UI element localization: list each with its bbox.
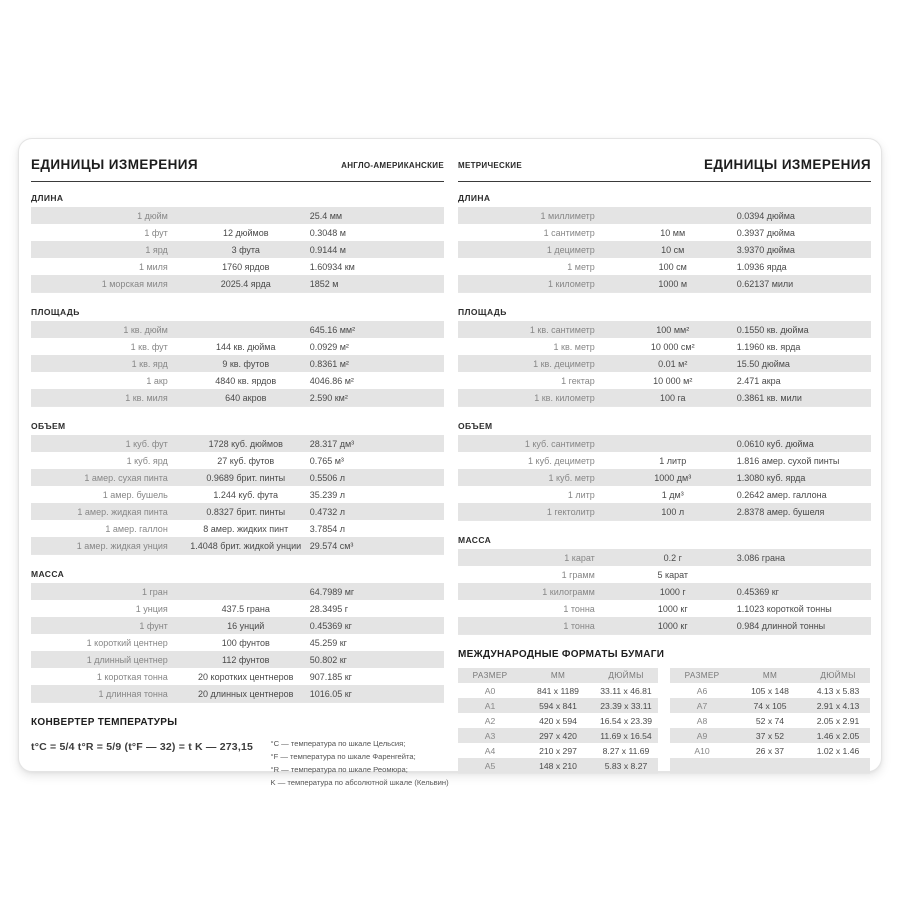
section-area [31, 307, 444, 407]
table-cell: 1 гектар [561, 375, 595, 386]
table-cell: A5 [484, 760, 496, 771]
table-cell: 1 кв. километр [534, 392, 595, 403]
table-row [31, 651, 444, 668]
table-cell: 1 кв. метр [553, 341, 595, 352]
table-cell: 10 см [661, 244, 685, 255]
table-row [458, 355, 871, 372]
area-table-metric [458, 321, 871, 407]
table-cell: 1.02 x 1.46 [816, 745, 860, 756]
area-table [31, 321, 444, 407]
table-cell: 1016.05 кг [309, 688, 352, 699]
table-cell: 1 миля [138, 261, 168, 272]
table-row [31, 321, 444, 338]
section-volume-metric [458, 421, 871, 521]
table-cell: 1 куб. метр [548, 472, 595, 483]
table-cell: 1 килограмм [542, 586, 595, 597]
table-cell: 1.816 амер. сухой пинты [736, 455, 840, 466]
table-cell: 0.9144 м [309, 244, 346, 255]
table-cell: 1 длинный центнер [86, 654, 168, 665]
table-cell: A4 [484, 745, 496, 756]
table-cell: 10 000 см² [650, 341, 695, 352]
table-cell: 2.05 x 2.91 [816, 715, 860, 726]
table-cell: 1 гран [142, 586, 168, 597]
temperature-notes [271, 737, 449, 789]
table-cell: 25.4 мм [309, 210, 343, 221]
table-cell: 1 амер. жидкая унция [76, 540, 168, 551]
table-cell: 26 x 37 [755, 745, 785, 756]
planner-reference-page [18, 138, 882, 787]
table-cell: 2.471 акра [736, 375, 781, 386]
table-cell: 0.45369 кг [309, 620, 352, 631]
table-row [670, 713, 870, 728]
table-row [31, 452, 444, 469]
table-cell: 1 миллиметр [540, 210, 595, 221]
table-cell: 29.574 см³ [309, 540, 354, 551]
section-label: МАССА [31, 569, 65, 579]
col-header-inches: ДЮЙМЫ [608, 671, 644, 680]
table-row [458, 566, 871, 583]
table-row [31, 486, 444, 503]
paper-formats [458, 649, 871, 774]
table-row [31, 389, 444, 406]
note-celsius: °C — температура по шкале Цельсия; [270, 739, 406, 748]
table-cell: 35.239 л [309, 489, 345, 500]
table-row [458, 758, 658, 773]
table-cell: A2 [484, 715, 496, 726]
table-cell: 0.3937 дюйма [736, 227, 795, 238]
table-row [31, 634, 444, 651]
section-length [31, 193, 444, 293]
table-cell: 1 литр [659, 455, 687, 466]
table-row [458, 372, 871, 389]
col-header-size: РАЗМЕР [684, 671, 720, 680]
table-cell: 1000 кг [657, 603, 688, 614]
table-row [458, 389, 871, 406]
section-length-metric [458, 193, 871, 293]
table-cell: 1000 г [659, 586, 686, 597]
table-cell: 1728 куб. дюймов [208, 438, 283, 449]
table-cell: 1 кв. ярд [131, 358, 168, 369]
table-cell: 28.3495 г [309, 603, 349, 614]
table-row [670, 683, 870, 698]
table-cell: 2.8378 амер. бушеля [736, 506, 825, 517]
table-cell: 144 кв. дюйма [216, 341, 276, 352]
table-cell: 105 x 148 [751, 685, 789, 696]
table-cell: 2025.4 ярда [220, 278, 271, 289]
table-cell: 0.2 г [663, 552, 682, 563]
table-cell: 0.9689 брит. пинты [206, 472, 286, 483]
table-cell: 1 километр [547, 278, 595, 289]
section-mass-metric [458, 535, 871, 635]
table-cell: 112 фунтов [222, 654, 270, 665]
table-cell: 1852 м [309, 278, 339, 289]
volume-table [31, 435, 444, 555]
table-cell: 8.27 x 11.69 [602, 745, 650, 756]
section-label: ДЛИНА [458, 193, 491, 203]
table-cell: 1 сантиметр [543, 227, 595, 238]
table-cell: 1 акр [146, 375, 168, 386]
table-row [31, 600, 444, 617]
page-title: ЕДИНИЦЫ ИЗМЕРЕНИЯ [31, 157, 198, 172]
table-cell: 4840 кв. ярдов [215, 375, 277, 386]
mass-table-metric [458, 549, 871, 635]
table-row [458, 275, 871, 292]
table-cell: 1 гектолитр [546, 506, 595, 517]
table-cell: 907.185 кг [309, 671, 352, 682]
note-fahrenheit: °F — температура по шкале Фаренгейта; [270, 752, 416, 761]
table-cell: 1000 м [658, 278, 688, 289]
table-cell: 148 x 210 [539, 760, 577, 771]
table-cell: 1 карат [564, 552, 595, 563]
table-cell: 1 дм³ [661, 489, 684, 500]
table-cell: 1 ярд [145, 244, 168, 255]
table-row [31, 372, 444, 389]
table-cell: A1 [484, 700, 496, 711]
table-cell: 0.1550 кв. дюйма [736, 324, 809, 335]
temperature-formula: t°C = 5/4 t°R = 5/9 (t°F — 32) = t K — 273,15 [31, 741, 254, 753]
table-cell: 1 дюйм [137, 210, 168, 221]
table-row [31, 503, 444, 520]
table-cell: 640 акров [225, 392, 267, 403]
table-cell: 1 кв. фут [130, 341, 168, 352]
table-row [458, 698, 658, 713]
table-cell: 12 дюймов [222, 227, 269, 238]
table-cell: 1.0936 ярда [736, 261, 787, 272]
table-cell: 0.0394 дюйма [736, 210, 795, 221]
table-row [31, 617, 444, 634]
col-header-size: РАЗМЕР [472, 671, 508, 680]
table-cell: 100 см [658, 261, 687, 272]
table-row [458, 469, 871, 486]
table-cell: 1000 дм³ [654, 472, 692, 483]
table-cell: 0.765 м³ [309, 455, 344, 466]
table-cell: 1.3080 куб. ярда [736, 472, 806, 483]
mass-table [31, 583, 444, 703]
section-label: ОБЪЕМ [458, 421, 493, 431]
table-row [458, 452, 871, 469]
section-area-metric [458, 307, 871, 407]
table-cell: 0.984 длинной тонны [736, 620, 826, 631]
table-row [458, 583, 871, 600]
table-cell: 210 x 297 [539, 745, 577, 756]
table-cell: A7 [696, 700, 708, 711]
table-cell: 1 короткий центнер [86, 637, 168, 648]
table-cell: 2.590 км² [309, 392, 348, 403]
table-cell: 4046.86 м² [309, 375, 354, 386]
table-cell: 0.5506 л [309, 472, 345, 483]
table-cell: 1.1960 кв. ярда [736, 341, 801, 352]
table-row [458, 224, 871, 241]
table-cell: 1 грамм [561, 569, 595, 580]
table-row [670, 758, 870, 773]
table-cell: 0.0610 куб. дюйма [736, 438, 814, 449]
table-cell: 1 кв. дециметр [533, 358, 595, 369]
table-row [31, 224, 444, 241]
table-cell: 1 кв. миля [125, 392, 168, 403]
table-cell: 1 кв. сантиметр [529, 324, 595, 335]
table-cell: 1 куб. фут [125, 438, 168, 449]
table-row [458, 321, 871, 338]
table-cell: 100 фунтов [221, 637, 270, 648]
page-title: ЕДИНИЦЫ ИЗМЕРЕНИЯ [704, 157, 871, 172]
table-row [458, 713, 658, 728]
table-cell: 1 амер. сухая пинта [84, 472, 168, 483]
table-cell: 52 x 74 [755, 715, 785, 726]
table-row [458, 258, 871, 275]
table-cell: 3 фута [231, 244, 260, 255]
right-column [458, 148, 871, 771]
length-table [31, 207, 444, 293]
table-row [31, 583, 444, 600]
table-row [670, 743, 870, 758]
col-header-inches: ДЮЙМЫ [820, 671, 856, 680]
section-volume [31, 421, 444, 555]
table-row [31, 275, 444, 292]
table-cell: 28.317 дм³ [309, 438, 355, 449]
section-label: ПЛОЩАДЬ [458, 307, 507, 317]
table-cell: A10 [694, 745, 710, 756]
table-cell: 645.16 мм² [309, 324, 356, 335]
table-cell: 0.62137 мили [736, 278, 794, 289]
table-cell: 1 тонна [563, 603, 595, 614]
paper-formats-title: МЕЖДУНАРОДНЫЕ ФОРМАТЫ БУМАГИ [458, 649, 665, 660]
table-cell: 841 x 1189 [537, 685, 579, 696]
table-cell: 15.50 дюйма [736, 358, 790, 369]
table-cell: 64.7989 мг [309, 586, 355, 597]
table-row [31, 435, 444, 452]
table-cell: 20 коротких центнеров [198, 671, 294, 682]
table-cell: A6 [696, 685, 708, 696]
table-cell: 1 литр [567, 489, 595, 500]
section-label: ОБЪЕМ [31, 421, 66, 431]
table-row [458, 486, 871, 503]
temperature-converter [31, 717, 449, 789]
length-table-metric [458, 207, 871, 293]
table-cell: 0.0929 м² [309, 341, 349, 352]
table-cell: 1 метр [567, 261, 595, 272]
table-row [31, 338, 444, 355]
table-cell: 1 короткая тонна [96, 671, 168, 682]
table-cell: 50.802 кг [309, 654, 347, 665]
table-cell: 1000 кг [657, 620, 688, 631]
table-cell: 4.13 x 5.83 [816, 685, 860, 696]
paper-table-header [670, 668, 870, 683]
table-cell: A8 [696, 715, 708, 726]
table-cell: 5.83 x 8.27 [604, 760, 648, 771]
table-cell: 1 длинная тонна [98, 688, 168, 699]
right-column-header [458, 148, 871, 182]
col-header-mm: ММ [762, 671, 778, 680]
table-row [31, 207, 444, 224]
paper-table-header [458, 668, 658, 683]
table-cell: 23.39 x 33.11 [600, 700, 652, 711]
table-cell: 2.91 x 4.13 [816, 700, 860, 711]
table-cell: 3.7854 л [309, 523, 345, 534]
col-header-mm: ММ [550, 671, 566, 680]
table-cell: 1 фунт [139, 620, 168, 631]
table-cell: 0.2642 амер. галлона [736, 489, 827, 500]
table-row [31, 537, 444, 554]
table-cell: 16.54 x 23.39 [599, 715, 653, 726]
table-row [458, 503, 871, 520]
table-row [458, 600, 871, 617]
table-cell: 8 амер. жидких пинт [203, 523, 289, 534]
table-cell: 1.4048 брит. жидкой унции [190, 540, 302, 551]
table-row [458, 241, 871, 258]
section-label: МАССА [458, 535, 492, 545]
table-row [31, 355, 444, 372]
table-row [458, 743, 658, 758]
table-cell: 1.1023 короткой тонны [736, 603, 832, 614]
table-cell: 16 унций [227, 620, 265, 631]
table-cell: 3.9370 дюйма [736, 244, 795, 255]
table-cell: 1 куб. сантиметр [524, 438, 595, 449]
table-cell: 10 мм [660, 227, 686, 238]
table-cell: 45.259 кг [309, 637, 347, 648]
table-cell: 1760 ярдов [222, 261, 270, 272]
table-cell: 1 амер. бушель [102, 489, 168, 500]
units-system-label: МЕТРИЧЕСКИЕ [458, 161, 522, 170]
note-kelvin: K — температура по абсолютной шкале (Кельвин) [270, 778, 449, 787]
section-mass [31, 569, 444, 703]
temperature-converter-title: КОНВЕРТЕР ТЕМПЕРАТУРЫ [31, 717, 178, 728]
table-row [458, 617, 871, 634]
table-row [31, 668, 444, 685]
table-cell: 37 x 52 [755, 730, 785, 741]
table-cell: 11.69 x 16.54 [600, 730, 652, 741]
table-cell: 1 тонна [563, 620, 595, 631]
table-cell: 100 л [661, 506, 685, 517]
table-cell: 1 дециметр [546, 244, 595, 255]
table-row [458, 728, 658, 743]
table-cell: 33.11 x 46.81 [600, 685, 652, 696]
paper-formats-tables [458, 668, 871, 774]
table-cell: 1 амер. галлон [105, 523, 168, 534]
table-cell: 1 куб. дециметр [528, 455, 595, 466]
units-system-label: АНГЛО-АМЕРИКАНСКИЕ [341, 161, 444, 170]
section-label: ПЛОЩАДЬ [31, 307, 80, 317]
table-cell: 9 кв. футов [222, 358, 270, 369]
table-cell: 594 x 841 [539, 700, 577, 711]
table-row [31, 685, 444, 702]
table-cell: 0.4732 л [309, 506, 345, 517]
table-cell: 1.60934 км [309, 261, 355, 272]
table-cell: 5 карат [657, 569, 689, 580]
table-cell: 0.3861 кв. мили [736, 392, 802, 403]
table-row [670, 728, 870, 743]
note-reaumur: °R — температура по шкале Реомюра; [270, 765, 408, 774]
table-cell: A3 [484, 730, 496, 741]
table-cell: 74 x 105 [753, 700, 787, 711]
left-column-header [31, 148, 444, 182]
table-cell: 1.244 куб. фута [213, 489, 279, 500]
paper-table-a6-a10 [670, 668, 870, 774]
table-cell: 1 амер. жидкая пинта [77, 506, 168, 517]
table-cell: 3.086 грана [736, 552, 785, 563]
table-cell: 27 куб. футов [217, 455, 275, 466]
table-row [31, 469, 444, 486]
table-cell: 1 кв. дюйм [123, 324, 168, 335]
table-cell: 1.46 x 2.05 [816, 730, 860, 741]
table-row [31, 258, 444, 275]
table-cell: 20 длинных центнеров [198, 688, 294, 699]
table-row [458, 549, 871, 566]
table-cell: 0.3048 м [309, 227, 346, 238]
table-cell: 0.8327 брит. пинты [206, 506, 286, 517]
table-cell: 437.5 грана [221, 603, 270, 614]
table-row [670, 698, 870, 713]
table-cell: 1 куб. ярд [126, 455, 168, 466]
table-cell: A0 [484, 685, 496, 696]
table-cell: 420 x 594 [539, 715, 577, 726]
table-cell: 100 га [659, 392, 686, 403]
table-cell: 100 мм² [656, 324, 690, 335]
table-cell: 0.8361 м² [309, 358, 349, 369]
table-row [31, 520, 444, 537]
table-cell: 10 000 м² [653, 375, 693, 386]
left-column [31, 148, 449, 787]
table-row [31, 241, 444, 258]
table-cell: A9 [696, 730, 708, 741]
volume-table-metric [458, 435, 871, 521]
section-label: ДЛИНА [31, 193, 64, 203]
paper-table-a0-a5 [458, 668, 658, 774]
table-row [458, 338, 871, 355]
table-cell: 0.45369 кг [736, 586, 779, 597]
temperature-converter-body [31, 737, 449, 789]
table-cell: 0.01 м² [658, 358, 688, 369]
table-row [458, 207, 871, 224]
table-cell: 1 фут [144, 227, 168, 238]
table-row [458, 683, 658, 698]
table-row [458, 435, 871, 452]
table-cell: 297 x 420 [539, 730, 577, 741]
table-cell: 1 унция [135, 603, 168, 614]
table-cell: 1 морская миля [101, 278, 168, 289]
